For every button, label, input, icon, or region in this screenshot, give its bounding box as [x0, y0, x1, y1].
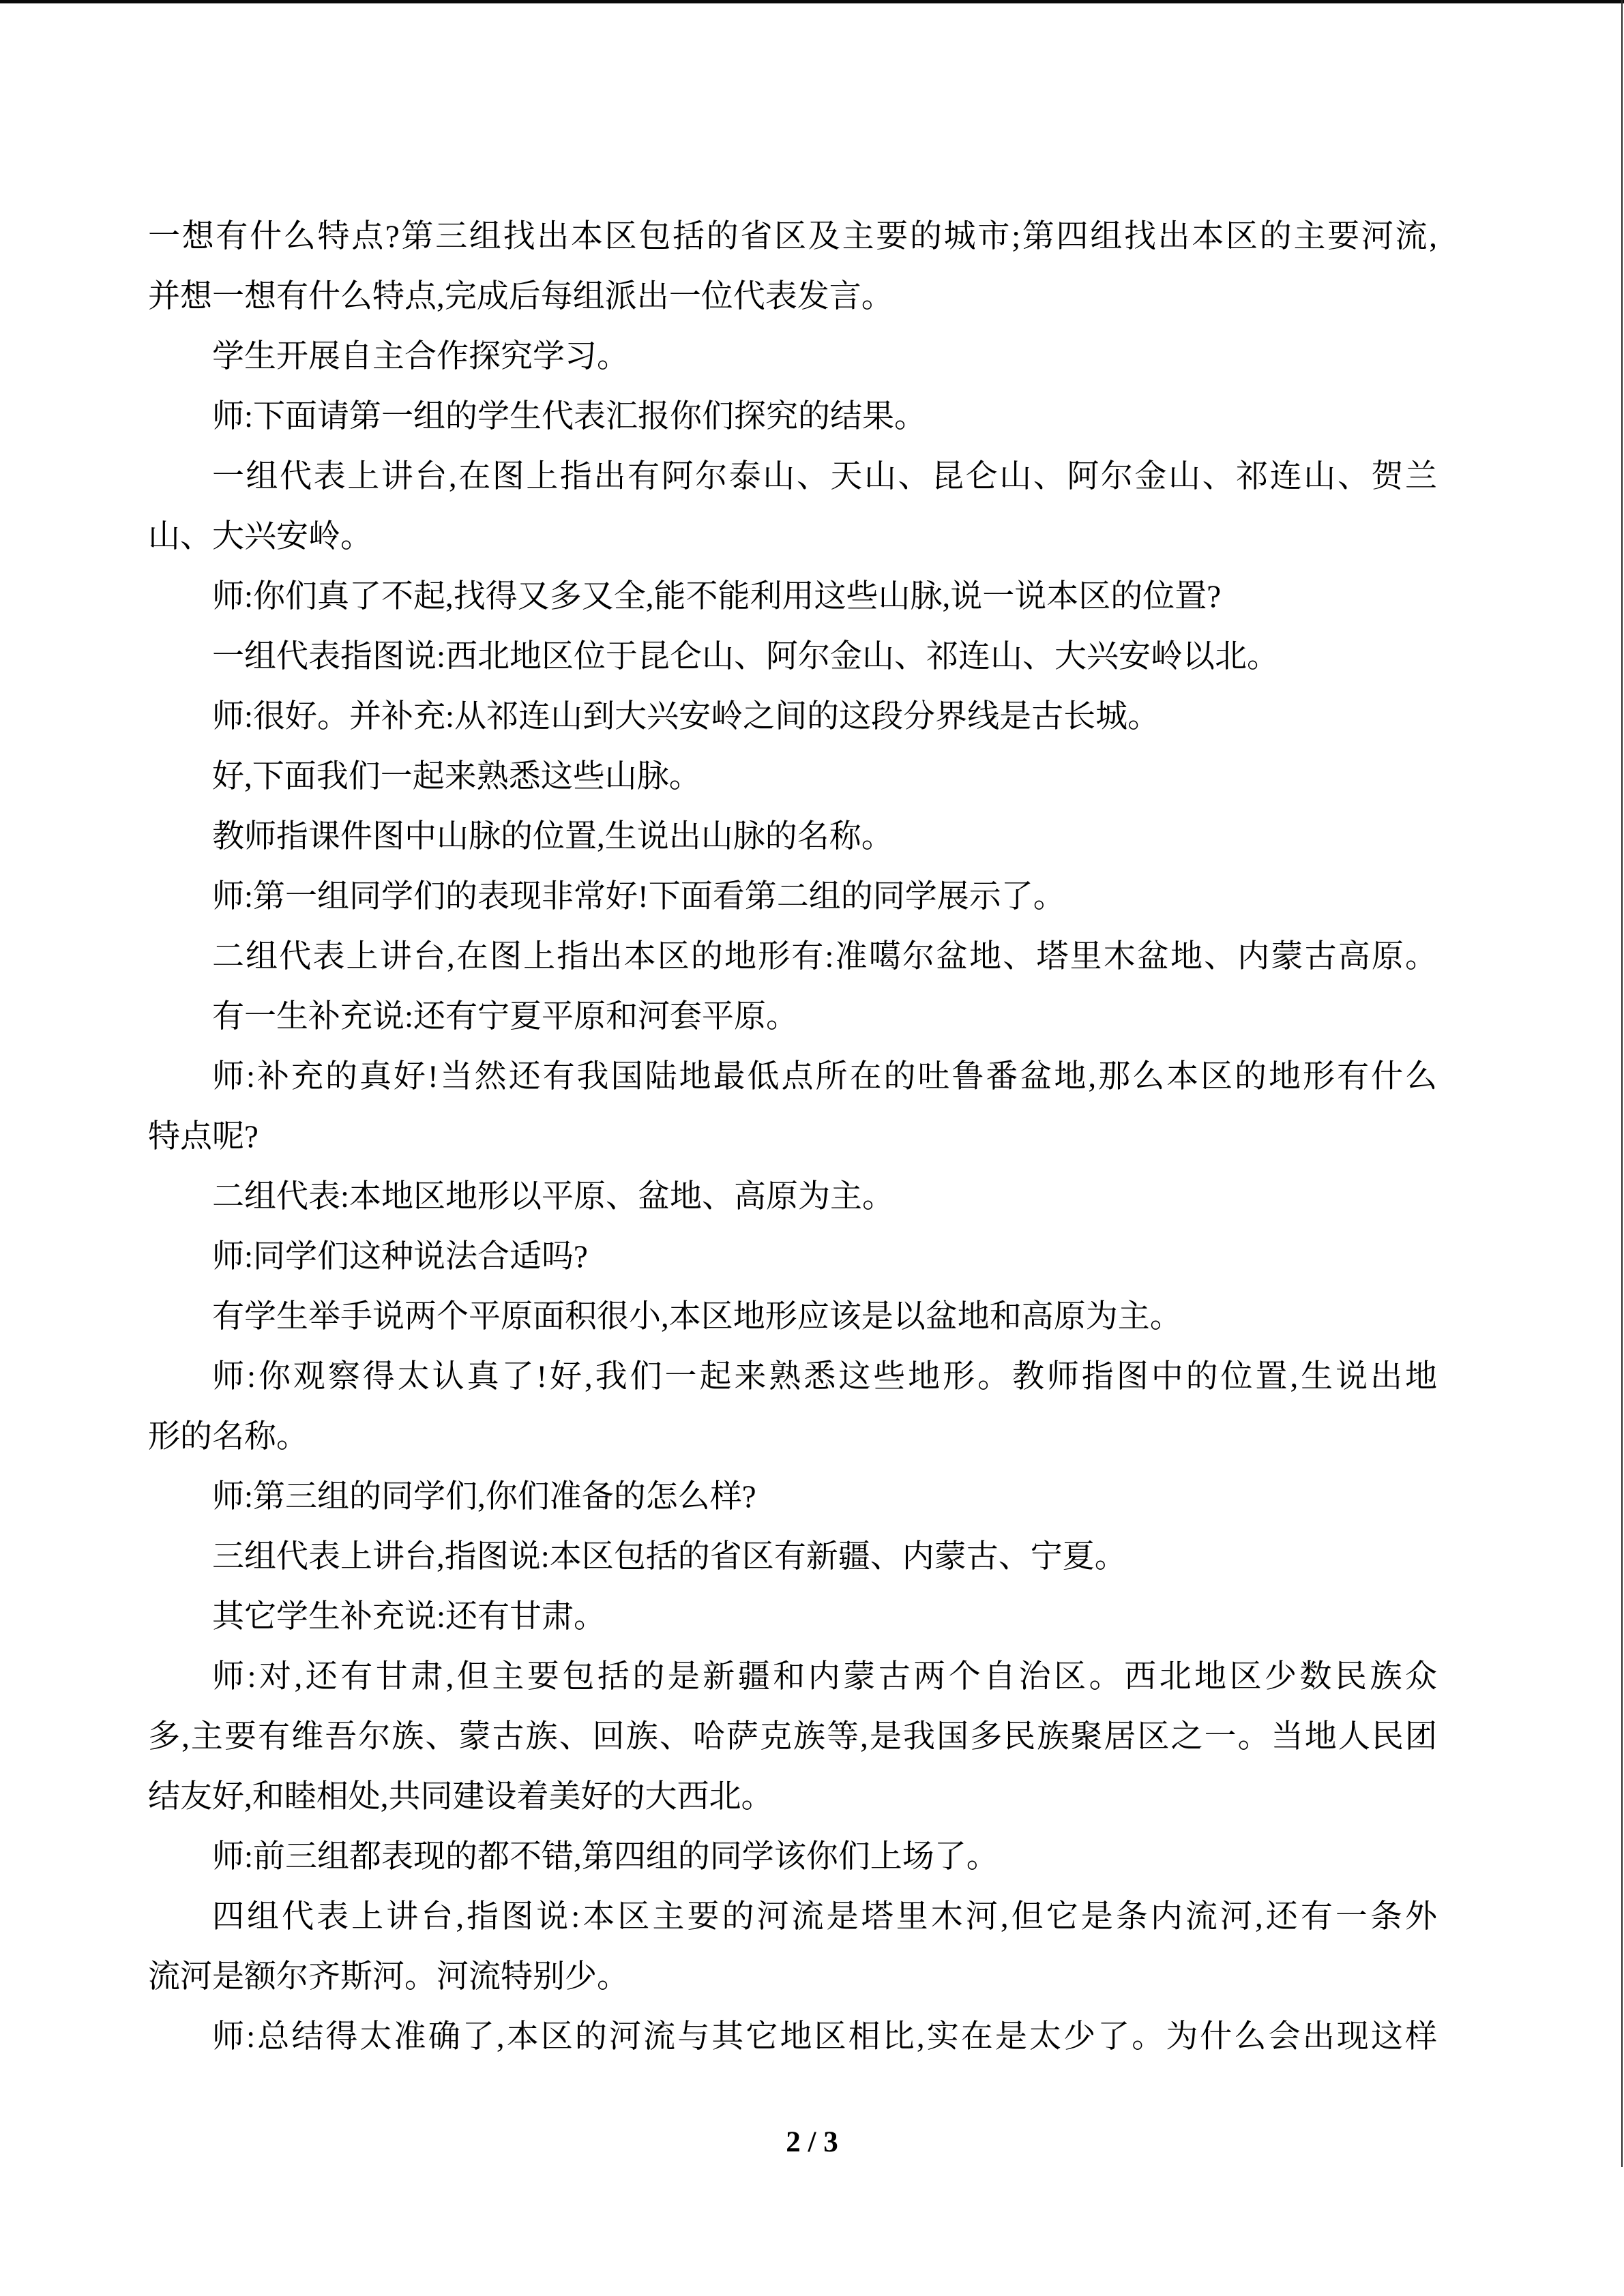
- text-line: 一想有什么特点?第三组找出本区包括的省区及主要的城市;第四组找出本区的主要河流,: [148, 219, 1437, 254]
- text-line: 四组代表上讲台,指图说:本区主要的河流是塔里木河,但它是条内流河,还有一条外: [212, 1899, 1437, 1935]
- text-line: 师:总结得太准确了,本区的河流与其它地区相比,实在是太少了。为什么会出现这样: [212, 2019, 1437, 2055]
- text-line: 一组代表指图说:西北地区位于昆仑山、阿尔金山、祁连山、大兴安岭以北。: [212, 639, 1280, 674]
- text-line: 师:补充的真好!当然还有我国陆地最低点所在的吐鲁番盆地,那么本区的地形有什么: [212, 1059, 1437, 1094]
- text-line: 并想一想有什么特点,完成后每组派出一位代表发言。: [148, 279, 894, 314]
- text-line: 三组代表上讲台,指图说:本区包括的省区有新疆、内蒙古、宁夏。: [212, 1539, 1127, 1575]
- text-line: 一组代表上讲台,在图上指出有阿尔泰山、天山、昆仑山、阿尔金山、祁连山、贺兰: [212, 459, 1437, 494]
- text-line: 其它学生补充说:还有甘肃。: [212, 1599, 606, 1635]
- page-number: 2 / 3: [786, 2126, 838, 2158]
- window-top-border: [0, 0, 1624, 3]
- text-line: 师:第三组的同学们,你们准备的怎么样?: [212, 1479, 756, 1515]
- text-line: 师:很好。并补充:从祁连山到大兴安岭之间的这段分界线是古长城。: [212, 699, 1160, 734]
- text-line: 山、大兴安岭。: [148, 519, 372, 554]
- text-line: 多,主要有维吾尔族、蒙古族、回族、哈萨克族等,是我国多民族聚居区之一。当地人民团: [148, 1719, 1437, 1755]
- text-line: 教师指课件图中山脉的位置,生说出山脉的名称。: [212, 819, 894, 854]
- document-body: [148, 207, 1437, 2067]
- text-line: 结友好,和睦相处,共同建设着美好的大西北。: [148, 1779, 773, 1815]
- text-line: 师:第一组同学们的表现非常好!下面看第二组的同学展示了。: [212, 879, 1065, 914]
- text-line: 好,下面我们一起来熟悉这些山脉。: [212, 759, 701, 794]
- text-line: 学生开展自主合作探究学习。: [212, 339, 629, 374]
- text-line: 流河是额尔齐斯河。河流特别少。: [148, 1959, 629, 1995]
- text-line: 形的名称。: [148, 1419, 308, 1455]
- text-line: 师:前三组都表现的都不错,第四组的同学该你们上场了。: [212, 1839, 999, 1875]
- text-line: 有一生补充说:还有宁夏平原和河套平原。: [212, 999, 799, 1034]
- text-line: 师:你观察得太认真了!好,我们一起来熟悉这些地形。教师指图中的位置,生说出地: [212, 1359, 1437, 1395]
- text-line: 师:同学们这种说法合适吗?: [212, 1239, 588, 1274]
- text-line: 特点呢?: [148, 1119, 259, 1154]
- text-line: 有学生举手说两个平原面积很小,本区地形应该是以盆地和高原为主。: [212, 1299, 1182, 1335]
- text-line: 二组代表上讲台,在图上指出本区的地形有:准噶尔盆地、塔里木盆地、内蒙古高原。: [212, 939, 1437, 974]
- text-line: 师:你们真了不起,找得又多又全,能不能利用这些山脉,说一说本区的位置?: [212, 579, 1222, 614]
- window-right-border: [1621, 0, 1623, 2167]
- text-line: 师:对,还有甘肃,但主要包括的是新疆和内蒙古两个自治区。西北地区少数民族众: [212, 1659, 1437, 1695]
- text-line: 师:下面请第一组的学生代表汇报你们探究的结果。: [212, 399, 927, 434]
- text-line: 二组代表:本地区地形以平原、盆地、高原为主。: [212, 1179, 895, 1214]
